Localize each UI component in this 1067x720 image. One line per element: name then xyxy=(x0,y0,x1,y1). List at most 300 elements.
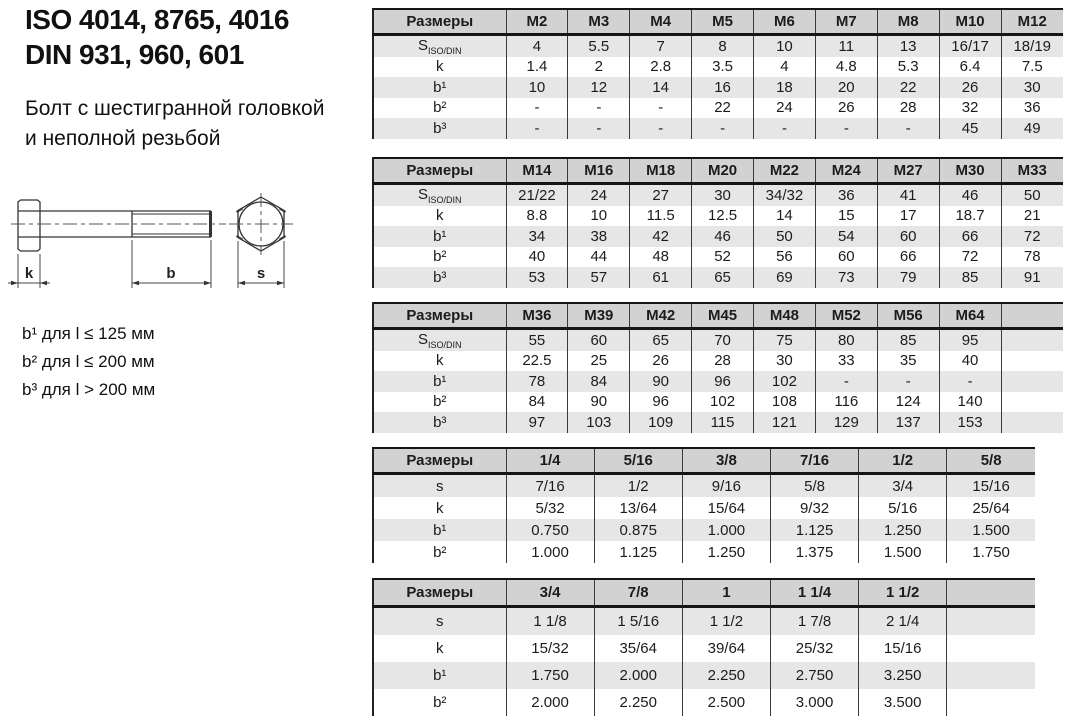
data-cell: 33 xyxy=(815,351,877,372)
data-cell: 96 xyxy=(630,392,692,413)
data-cell: 3.000 xyxy=(770,689,858,716)
row-label xyxy=(373,77,506,98)
size-column-header: M14 xyxy=(506,158,568,184)
data-cell: 5/16 xyxy=(859,497,947,519)
dim-label-k: k xyxy=(24,265,34,282)
row-label-text: b¹ xyxy=(433,372,447,390)
table-row xyxy=(373,206,1063,227)
data-cell: 129 xyxy=(815,412,877,433)
data-cell: 46 xyxy=(692,226,754,247)
data-cell: 1.375 xyxy=(770,541,858,563)
data-cell: 28 xyxy=(692,351,754,372)
data-cell: 24 xyxy=(754,98,816,119)
data-cell: 54 xyxy=(815,226,877,247)
bolt-head-outline xyxy=(18,200,40,251)
data-cell: 140 xyxy=(939,392,1001,413)
table-row xyxy=(373,412,1063,433)
size-column-header: M2 xyxy=(506,9,568,35)
data-cell: 60 xyxy=(568,329,630,351)
data-cell: 1.000 xyxy=(682,519,770,541)
data-cell: 57 xyxy=(568,267,630,288)
header-row xyxy=(373,448,1035,474)
data-cell: 27 xyxy=(630,184,692,206)
data-cell: 102 xyxy=(754,371,816,392)
data-cell: 39/64 xyxy=(682,635,770,662)
size-column-header: M27 xyxy=(877,158,939,184)
size-column-header: M20 xyxy=(692,158,754,184)
data-cell: 6.4 xyxy=(939,57,1001,78)
data-cell: 18.7 xyxy=(939,206,1001,227)
table-inch-small xyxy=(372,447,1035,563)
row-label xyxy=(373,351,506,372)
size-column-header: M22 xyxy=(754,158,816,184)
table-row xyxy=(373,35,1063,57)
data-cell: 15/32 xyxy=(506,635,594,662)
size-column-header: 1 xyxy=(682,579,770,607)
data-cell: 16/17 xyxy=(939,35,1001,57)
data-cell: 22.5 xyxy=(506,351,568,372)
data-cell: 25/32 xyxy=(770,635,858,662)
din-standards-line: DIN 931, 960, 601 xyxy=(25,39,244,70)
size-column-header: 5/16 xyxy=(594,448,682,474)
data-cell: 9/16 xyxy=(682,474,770,498)
row-label xyxy=(373,607,506,636)
data-cell: 36 xyxy=(1001,98,1063,119)
dimension-table-4 xyxy=(372,447,1035,563)
data-cell: 1/2 xyxy=(594,474,682,498)
data-cell: - xyxy=(877,118,939,139)
data-cell: 53 xyxy=(506,267,568,288)
data-cell xyxy=(1001,371,1063,392)
row-label-text: k xyxy=(436,640,444,657)
row-label-text: S xyxy=(417,36,428,54)
data-cell: 3.5 xyxy=(692,57,754,78)
data-cell: 44 xyxy=(568,247,630,268)
row-label xyxy=(373,329,506,351)
row-label xyxy=(373,247,506,268)
row-label-text: b² xyxy=(433,694,447,711)
size-column-header: 1 1/2 xyxy=(859,579,947,607)
data-cell: 5.5 xyxy=(568,35,630,57)
data-cell: 13 xyxy=(877,35,939,57)
data-cell: 1.500 xyxy=(859,541,947,563)
data-cell: 65 xyxy=(630,329,692,351)
data-cell: 42 xyxy=(630,226,692,247)
table-row xyxy=(373,98,1063,119)
data-cell: 48 xyxy=(630,247,692,268)
data-cell: 21/22 xyxy=(506,184,568,206)
table-row xyxy=(373,118,1063,139)
data-cell: 116 xyxy=(815,392,877,413)
row-label-text: S xyxy=(417,330,428,348)
sizes-corner-label: Размеры xyxy=(373,579,506,607)
dim-label-s: s xyxy=(256,265,266,282)
data-cell: 90 xyxy=(568,392,630,413)
data-cell: 12 xyxy=(568,77,630,98)
data-cell: 1 5/16 xyxy=(594,607,682,636)
data-cell: 3.500 xyxy=(859,689,947,716)
size-column-header: M52 xyxy=(815,303,877,329)
table-row xyxy=(373,77,1063,98)
data-cell: 72 xyxy=(1001,226,1063,247)
row-label-text: b¹ xyxy=(433,667,447,684)
table-row xyxy=(373,329,1063,351)
data-cell: 66 xyxy=(877,247,939,268)
size-column-header xyxy=(1001,303,1063,329)
data-cell: 121 xyxy=(754,412,816,433)
row-label-text: k xyxy=(436,58,444,76)
data-cell: - xyxy=(568,98,630,119)
data-cell xyxy=(947,662,1035,689)
row-label xyxy=(373,206,506,227)
data-cell: 1.4 xyxy=(506,57,568,78)
data-cell: 24 xyxy=(568,184,630,206)
size-column-header: 5/8 xyxy=(947,448,1035,474)
row-label-text: b³ xyxy=(433,119,447,137)
row-label-subscript: ISO/DIN xyxy=(428,194,462,205)
row-label-text: b² xyxy=(433,393,447,411)
table-row xyxy=(373,607,1035,636)
data-cell: 70 xyxy=(692,329,754,351)
row-label xyxy=(373,497,506,519)
bolt-technical-drawing xyxy=(8,186,338,311)
data-cell: - xyxy=(877,371,939,392)
table-row xyxy=(373,662,1035,689)
data-cell: 7.5 xyxy=(1001,57,1063,78)
row-label xyxy=(373,541,506,563)
data-cell: 15 xyxy=(815,206,877,227)
sizes-corner-label: Размеры xyxy=(373,9,506,35)
data-cell: 52 xyxy=(692,247,754,268)
data-cell: 91 xyxy=(1001,267,1063,288)
size-column-header xyxy=(947,579,1035,607)
row-label xyxy=(373,184,506,206)
data-cell: 7/16 xyxy=(506,474,594,498)
data-cell: 1.125 xyxy=(594,541,682,563)
data-cell: 25/64 xyxy=(947,497,1035,519)
data-cell: 1.750 xyxy=(506,662,594,689)
data-cell: 103 xyxy=(568,412,630,433)
table-row xyxy=(373,497,1035,519)
data-cell: 56 xyxy=(754,247,816,268)
data-cell: 2.250 xyxy=(594,689,682,716)
size-column-header: M12 xyxy=(1001,9,1063,35)
thread-length-notes xyxy=(22,320,155,404)
data-cell: 1.750 xyxy=(947,541,1035,563)
size-column-header: 1 1/4 xyxy=(770,579,858,607)
data-cell: 95 xyxy=(939,329,1001,351)
standards-title xyxy=(25,2,289,72)
data-cell: - xyxy=(506,98,568,119)
dimension-table-2 xyxy=(372,157,1063,288)
row-label-text: b¹ xyxy=(433,227,447,245)
data-cell: - xyxy=(568,118,630,139)
data-cell: 22 xyxy=(877,77,939,98)
data-cell: 35 xyxy=(877,351,939,372)
size-column-header: M56 xyxy=(877,303,939,329)
size-column-header: M8 xyxy=(877,9,939,35)
data-cell: 15/16 xyxy=(947,474,1035,498)
row-label-text: b³ xyxy=(433,268,447,286)
header-row xyxy=(373,158,1063,184)
dimension-table-5 xyxy=(372,578,1035,716)
table-row xyxy=(373,519,1035,541)
row-label-text: b¹ xyxy=(433,521,447,539)
data-cell: 15/64 xyxy=(682,497,770,519)
data-cell: 79 xyxy=(877,267,939,288)
data-cell: 2.500 xyxy=(682,689,770,716)
size-column-header: 1/4 xyxy=(506,448,594,474)
data-cell: 2.750 xyxy=(770,662,858,689)
iso-standards-line: ISO 4014, 8765, 4016 xyxy=(25,4,289,35)
data-cell: 2.000 xyxy=(506,689,594,716)
data-cell: 13/64 xyxy=(594,497,682,519)
data-cell: 41 xyxy=(877,184,939,206)
data-cell: 49 xyxy=(1001,118,1063,139)
data-cell: 1.250 xyxy=(682,541,770,563)
table-row xyxy=(373,247,1063,268)
header-row xyxy=(373,9,1063,35)
row-label-subscript: ISO/DIN xyxy=(428,339,462,350)
data-cell xyxy=(1001,392,1063,413)
size-column-header: M64 xyxy=(939,303,1001,329)
data-cell: 14 xyxy=(754,206,816,227)
row-label-text: S xyxy=(417,185,428,203)
data-cell: 108 xyxy=(754,392,816,413)
header-row xyxy=(373,579,1035,607)
table-row xyxy=(373,689,1035,716)
row-label-text: k xyxy=(436,499,444,517)
row-label xyxy=(373,474,506,498)
data-cell: 4 xyxy=(506,35,568,57)
data-cell: 45 xyxy=(939,118,1001,139)
data-cell: 18/19 xyxy=(1001,35,1063,57)
data-cell: 2.000 xyxy=(594,662,682,689)
row-label-text: b² xyxy=(433,99,447,117)
data-cell: - xyxy=(815,371,877,392)
row-label-text: b¹ xyxy=(433,78,447,96)
table-row xyxy=(373,351,1063,372)
data-cell: 0.875 xyxy=(594,519,682,541)
data-cell: 137 xyxy=(877,412,939,433)
data-cell: - xyxy=(815,118,877,139)
size-column-header: M33 xyxy=(1001,158,1063,184)
size-column-header: M36 xyxy=(506,303,568,329)
data-cell: 3/4 xyxy=(859,474,947,498)
data-cell: 7 xyxy=(630,35,692,57)
row-label xyxy=(373,519,506,541)
row-label xyxy=(373,392,506,413)
row-label xyxy=(373,412,506,433)
row-label xyxy=(373,371,506,392)
data-cell: 73 xyxy=(815,267,877,288)
data-cell: 124 xyxy=(877,392,939,413)
data-cell: 40 xyxy=(506,247,568,268)
data-cell: 32 xyxy=(939,98,1001,119)
size-column-header: M5 xyxy=(692,9,754,35)
row-label xyxy=(373,226,506,247)
row-label-text: b³ xyxy=(433,413,447,431)
data-cell: 2 1/4 xyxy=(859,607,947,636)
data-cell: 30 xyxy=(1001,77,1063,98)
data-cell xyxy=(1001,351,1063,372)
row-label xyxy=(373,35,506,57)
data-cell: - xyxy=(506,118,568,139)
row-label xyxy=(373,267,506,288)
data-cell: 11.5 xyxy=(630,206,692,227)
data-cell xyxy=(947,689,1035,716)
data-cell: 96 xyxy=(692,371,754,392)
data-cell: 153 xyxy=(939,412,1001,433)
data-cell: 1.125 xyxy=(770,519,858,541)
dimension-table-1 xyxy=(372,8,1063,139)
data-cell: 36 xyxy=(815,184,877,206)
row-label xyxy=(373,689,506,716)
row-label xyxy=(373,118,506,139)
sizes-corner-label: Размеры xyxy=(373,448,506,474)
data-cell: 0.750 xyxy=(506,519,594,541)
size-column-header: M42 xyxy=(630,303,692,329)
data-cell: 61 xyxy=(630,267,692,288)
size-column-header: M4 xyxy=(630,9,692,35)
data-cell: 5/32 xyxy=(506,497,594,519)
data-cell: 4.8 xyxy=(815,57,877,78)
size-column-header: M24 xyxy=(815,158,877,184)
row-label xyxy=(373,57,506,78)
data-cell: 102 xyxy=(692,392,754,413)
data-cell: 10 xyxy=(568,206,630,227)
size-column-header: 7/16 xyxy=(770,448,858,474)
data-cell: 25 xyxy=(568,351,630,372)
size-column-header: M30 xyxy=(939,158,1001,184)
row-label xyxy=(373,662,506,689)
data-cell: 78 xyxy=(506,371,568,392)
data-cell: - xyxy=(630,118,692,139)
data-cell: 84 xyxy=(568,371,630,392)
data-cell: 40 xyxy=(939,351,1001,372)
data-cell: 30 xyxy=(692,184,754,206)
size-column-header: M18 xyxy=(630,158,692,184)
data-cell: 14 xyxy=(630,77,692,98)
data-cell: 30 xyxy=(754,351,816,372)
data-cell: 5/8 xyxy=(770,474,858,498)
data-cell: 16 xyxy=(692,77,754,98)
row-label xyxy=(373,635,506,662)
data-cell: 18 xyxy=(754,77,816,98)
data-cell: 35/64 xyxy=(594,635,682,662)
data-cell: 50 xyxy=(754,226,816,247)
data-cell: 1.000 xyxy=(506,541,594,563)
row-label-subscript: ISO/DIN xyxy=(428,45,462,56)
sizes-corner-label: Размеры xyxy=(373,303,506,329)
data-cell: 1 1/2 xyxy=(682,607,770,636)
data-cell: 8.8 xyxy=(506,206,568,227)
data-cell: 3.250 xyxy=(859,662,947,689)
data-cell: 66 xyxy=(939,226,1001,247)
row-label-text: b² xyxy=(433,543,447,561)
size-column-header: M3 xyxy=(568,9,630,35)
row-label-text: b² xyxy=(433,248,447,266)
data-cell: 75 xyxy=(754,329,816,351)
note-b1: b¹ для l ≤ 125 мм xyxy=(22,324,155,343)
data-cell: 4 xyxy=(754,57,816,78)
data-cell: 21 xyxy=(1001,206,1063,227)
data-cell: 80 xyxy=(815,329,877,351)
data-cell: 55 xyxy=(506,329,568,351)
table-inch-large xyxy=(372,578,1035,716)
data-cell: 85 xyxy=(877,329,939,351)
table-row xyxy=(373,541,1035,563)
row-label-text: s xyxy=(436,613,444,630)
data-cell: 46 xyxy=(939,184,1001,206)
data-cell: - xyxy=(939,371,1001,392)
size-column-header: M10 xyxy=(939,9,1001,35)
data-cell: 84 xyxy=(506,392,568,413)
size-column-header: M16 xyxy=(568,158,630,184)
table-row xyxy=(373,57,1063,78)
data-cell: 60 xyxy=(877,226,939,247)
size-column-header: M45 xyxy=(692,303,754,329)
size-column-header: M48 xyxy=(754,303,816,329)
data-cell: 9/32 xyxy=(770,497,858,519)
dimension-table-3 xyxy=(372,302,1063,433)
description-line-1: Болт с шестигранной головкой xyxy=(25,97,325,120)
data-cell: 1.500 xyxy=(947,519,1035,541)
data-cell: 17 xyxy=(877,206,939,227)
data-cell: 109 xyxy=(630,412,692,433)
data-cell xyxy=(947,607,1035,636)
data-cell: 11 xyxy=(815,35,877,57)
data-cell: 15/16 xyxy=(859,635,947,662)
data-cell: - xyxy=(692,118,754,139)
data-cell: 26 xyxy=(630,351,692,372)
data-cell: 97 xyxy=(506,412,568,433)
data-cell: 90 xyxy=(630,371,692,392)
product-description xyxy=(25,94,324,154)
table-row xyxy=(373,226,1063,247)
data-cell: 85 xyxy=(939,267,1001,288)
size-column-header: M6 xyxy=(754,9,816,35)
sizes-corner-label: Размеры xyxy=(373,158,506,184)
data-cell: 26 xyxy=(815,98,877,119)
data-cell: 1.250 xyxy=(859,519,947,541)
data-cell: 10 xyxy=(754,35,816,57)
size-column-header: M39 xyxy=(568,303,630,329)
data-cell: 1 1/8 xyxy=(506,607,594,636)
data-cell: 10 xyxy=(506,77,568,98)
table-row xyxy=(373,392,1063,413)
row-label-text: s xyxy=(436,477,444,495)
note-b3: b³ для l > 200 мм xyxy=(22,380,156,399)
data-cell: 34 xyxy=(506,226,568,247)
size-column-header: M7 xyxy=(815,9,877,35)
description-line-2: и неполной резьбой xyxy=(25,127,221,150)
data-cell: 65 xyxy=(692,267,754,288)
table-row xyxy=(373,267,1063,288)
data-cell: 50 xyxy=(1001,184,1063,206)
data-cell: 26 xyxy=(939,77,1001,98)
data-cell: 20 xyxy=(815,77,877,98)
data-cell: 8 xyxy=(692,35,754,57)
row-label-text: k xyxy=(436,352,444,370)
data-cell xyxy=(947,635,1035,662)
table-row xyxy=(373,371,1063,392)
data-cell: 38 xyxy=(568,226,630,247)
dim-label-b: b xyxy=(166,265,176,282)
data-cell: 2.8 xyxy=(630,57,692,78)
row-label xyxy=(373,98,506,119)
size-column-header: 3/4 xyxy=(506,579,594,607)
